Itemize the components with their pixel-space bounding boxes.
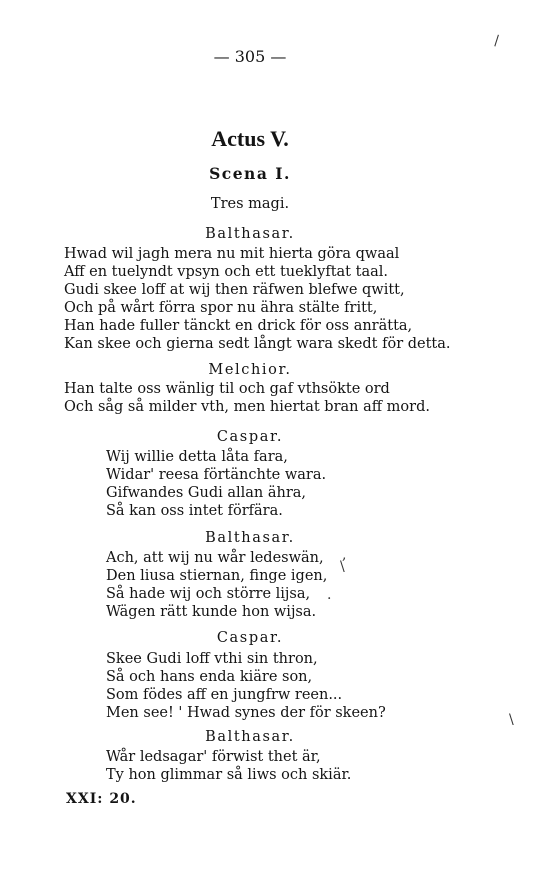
speaker-name: Melchior. [208, 362, 292, 378]
verse-line: Hwad wil jagh mera nu mit hierta göra qwaal [64, 246, 400, 262]
verse-line: Ty hon glimmar så liws och skiär. [106, 767, 352, 783]
margin-speck: , [342, 547, 347, 563]
stage-direction: Tres magi. [210, 196, 290, 212]
verse-line: Aff en tuelyndt vpsyn och ett tueklyftat taal. [64, 264, 388, 280]
act-title: Actus V. [211, 126, 289, 151]
margin-speck: \ [509, 712, 514, 728]
margin-speck: . [327, 587, 332, 603]
verse-line: Som födes aff en jungfrw reen... [106, 687, 343, 703]
verse-line: Men see! ' Hwad synes der för skeen? [106, 705, 386, 721]
verse-line: Han talte oss wänlig til och gaf vthsökte ord [64, 381, 390, 397]
printer-signature: XXI: 20. [66, 791, 137, 807]
verse-line: Så hade wij och större lijsa, [106, 586, 311, 602]
verse-line: Skee Gudi loff vthi sin thron, [106, 651, 318, 667]
verse-line: Kan skee och gierna sedt långt wara skedt för detta. [64, 336, 451, 352]
margin-speck: \ [340, 559, 345, 575]
verse-line: Ach, att wij nu wår ledeswän, [106, 550, 324, 566]
verse-line: Gudi skee loff at wij then räfwen blefwe qwitt, [64, 282, 405, 298]
page-number: — 305 — [213, 47, 287, 66]
scene-title: Scena I. [209, 164, 291, 183]
verse-line: Wägen rätt kunde hon wijsa. [106, 604, 317, 620]
speaker-name: Balthasar. [205, 226, 295, 242]
speaker-name: Balthasar. [205, 530, 295, 546]
verse-line: Widar' reesa förtänchte wara. [106, 467, 327, 483]
margin-speck: \ [489, 33, 503, 49]
verse-line: Så och hans enda kiäre son, [106, 669, 313, 685]
verse-line: Den liusa stiernan, finge igen, [106, 568, 328, 584]
speaker-name: Balthasar. [205, 729, 295, 745]
verse-line: Så kan oss intet förfära. [106, 503, 283, 519]
speaker-name: Caspar. [216, 429, 284, 445]
verse-line: Wij willie detta låta fara, [106, 449, 288, 465]
speaker-name: Caspar. [216, 630, 284, 646]
verse-line: Och såg så milder vth, men hiertat bran aff mord. [64, 399, 430, 415]
verse-line: Han hade fuller tänckt en drick för oss anrätta, [64, 318, 413, 334]
verse-line: Gifwandes Gudi allan ähra, [106, 485, 307, 501]
verse-line: Och på wårt förra spor nu ähra stälte fritt, [64, 300, 378, 316]
verse-line: Wår ledsagar' förwist thet är, [106, 749, 321, 765]
